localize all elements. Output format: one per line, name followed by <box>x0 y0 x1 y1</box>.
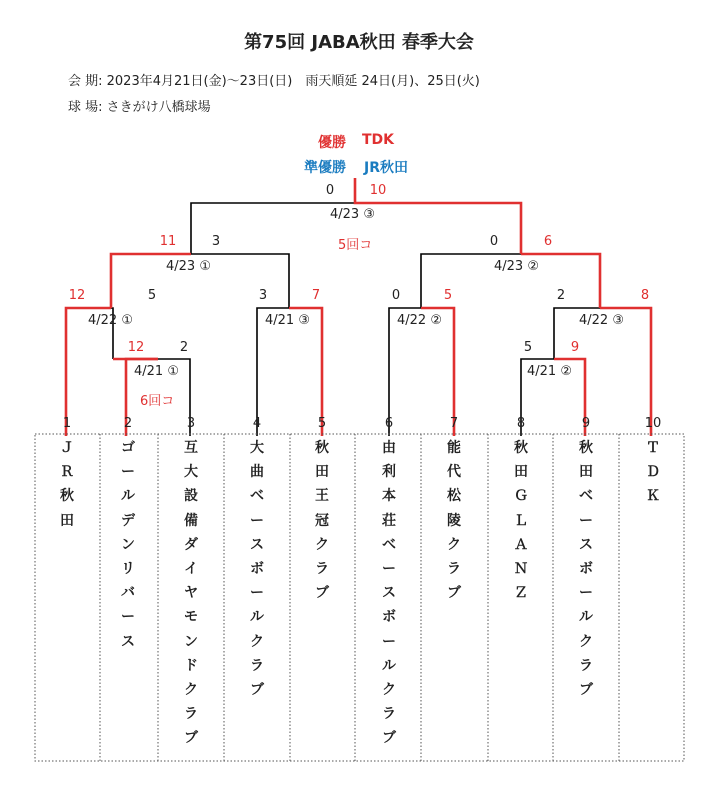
winner-label: 優勝 <box>318 135 346 151</box>
r1a-score-right: 2 <box>179 340 189 355</box>
team-name-char: ラ <box>184 706 198 723</box>
team-name-char: 曲 <box>250 464 264 481</box>
team-name-char: 由 <box>382 440 396 456</box>
team-name-char: ボ <box>382 609 396 626</box>
r1b-score-right: 9 <box>570 340 580 355</box>
team-name-char: ド <box>184 657 198 674</box>
qf3-score-left: 0 <box>391 288 401 303</box>
qf2-score-left: 3 <box>258 288 268 303</box>
team-name-char: ー <box>382 633 396 650</box>
team-name-char: 能 <box>447 440 461 456</box>
final-score-right: 10 <box>369 183 387 198</box>
team-name-char: ク <box>250 633 264 650</box>
final-note: 5回コ <box>338 238 373 253</box>
team-name-char: ブ <box>382 730 396 747</box>
r1b-score-left: 5 <box>523 340 533 355</box>
team-name-cell <box>229 436 285 702</box>
team-name-char: ス <box>382 585 396 602</box>
team-name-cell <box>361 436 417 751</box>
qf4-label: 4/22 ③ <box>579 313 624 328</box>
team-name-char: ス <box>121 633 135 650</box>
r1b-label: 4/21 ② <box>527 364 572 379</box>
team-name-char: ス <box>579 536 593 553</box>
team-name-char: 田 <box>60 512 74 529</box>
semi-left-label: 4/23 ① <box>166 259 211 274</box>
qf1-label: 4/22 ① <box>88 313 133 328</box>
team-name-char: Ｌ <box>514 512 528 529</box>
team-name-cell <box>426 436 482 605</box>
team-name-char: ラ <box>382 706 396 723</box>
team-name-char: 秋 <box>579 440 593 456</box>
team-name-char: ー <box>121 609 135 626</box>
team-name-char: ラ <box>579 657 593 674</box>
qf3-score-right: 5 <box>443 288 453 303</box>
final-label: 4/23 ③ <box>330 207 375 222</box>
team-number: 5 <box>317 416 327 431</box>
team-name-char: ス <box>250 536 264 553</box>
tournament-venue: 球 場: さきがけ八橋球場 <box>68 100 211 115</box>
team-name-char: 本 <box>382 488 396 505</box>
qf4-score-left: 2 <box>556 288 566 303</box>
team-name-char: Ｚ <box>514 585 528 602</box>
team-name-char: ラ <box>315 561 329 578</box>
team-name-char: ベ <box>382 536 396 553</box>
qf1-score-right: 5 <box>147 288 157 303</box>
team-name-char: ー <box>250 585 264 602</box>
semi-left-score-left: 11 <box>159 234 177 249</box>
team-name-char: 大 <box>250 440 264 456</box>
team-name-char: ゴ <box>121 440 135 456</box>
team-name-char: Ｔ <box>646 440 660 456</box>
team-name-char: ー <box>579 512 593 529</box>
team-number: 10 <box>644 416 662 431</box>
team-name-cell <box>39 436 95 533</box>
team-name-char: ボ <box>250 561 264 578</box>
team-name-char: 田 <box>514 464 528 481</box>
team-name-char: ー <box>579 585 593 602</box>
team-name-cell <box>493 436 549 605</box>
team-name-char: ラ <box>447 561 461 578</box>
team-name-char: ル <box>579 609 593 626</box>
final-score-left: 0 <box>325 183 335 198</box>
team-name-char: 大 <box>184 464 198 481</box>
team-name-char: ボ <box>579 561 593 578</box>
team-name-char: 田 <box>315 464 329 481</box>
team-name-char: ク <box>315 536 329 553</box>
team-name-cell <box>625 436 681 509</box>
team-name-char: ル <box>250 609 264 626</box>
team-name-char: ク <box>382 682 396 699</box>
team-name-char: ブ <box>447 585 461 602</box>
team-name-char: ン <box>121 536 135 553</box>
runner-up-label: 準優勝 <box>304 160 346 176</box>
r1a-label: 4/21 ① <box>134 364 179 379</box>
team-name-char: ク <box>184 682 198 699</box>
team-name-char: 互 <box>184 440 198 456</box>
team-number: 8 <box>516 416 526 431</box>
team-name-char: 秋 <box>514 440 528 456</box>
qf4-score-right: 8 <box>640 288 650 303</box>
team-name-char: ー <box>250 512 264 529</box>
team-name-char: 冠 <box>315 512 329 529</box>
team-name-char: Ｄ <box>646 464 660 481</box>
team-name-char: 代 <box>447 464 461 481</box>
team-number: 6 <box>384 416 394 431</box>
team-name-char: ベ <box>250 488 264 505</box>
team-name-char: ブ <box>250 682 264 699</box>
team-number: 4 <box>252 416 262 431</box>
team-number: 7 <box>449 416 459 431</box>
team-name-char: 秋 <box>315 440 329 456</box>
team-name-char: ン <box>184 633 198 650</box>
team-name-char: ル <box>121 488 135 505</box>
semi-right-score-right: 6 <box>543 234 553 249</box>
team-name-char: ブ <box>315 585 329 602</box>
qf2-score-right: 7 <box>311 288 321 303</box>
team-name-char: 王 <box>315 488 329 505</box>
r1a-note: 6回コ <box>140 394 175 409</box>
team-name-char: ル <box>382 657 396 674</box>
team-name-char: ラ <box>250 657 264 674</box>
semi-right-label: 4/23 ② <box>494 259 539 274</box>
team-name-char: Ｇ <box>514 488 528 505</box>
team-name-char: Ｋ <box>646 488 660 505</box>
team-number: 1 <box>62 416 72 431</box>
team-name-cell <box>100 436 156 654</box>
team-name-char: バ <box>121 585 135 602</box>
team-name-char: 陵 <box>447 512 461 529</box>
team-number: 2 <box>123 416 133 431</box>
team-name-char: モ <box>184 609 198 626</box>
team-name-char: ブ <box>579 682 593 699</box>
qf1-score-left: 12 <box>68 288 86 303</box>
team-number: 9 <box>581 416 591 431</box>
team-name-char: 荘 <box>382 512 396 529</box>
winner-name: TDK <box>362 132 395 148</box>
team-name-char: リ <box>121 561 135 578</box>
team-name-char: 備 <box>184 512 198 529</box>
team-name-char: 設 <box>184 488 198 505</box>
semi-left-score-right: 3 <box>211 234 221 249</box>
team-name-char: ベ <box>579 488 593 505</box>
team-name-char: 松 <box>447 488 461 505</box>
team-name-char: Ｒ <box>60 464 74 481</box>
tournament-period: 会 期: 2023年4月21日(金)～23日(日) 雨天順延 24日(月)、25日(火) <box>68 74 480 89</box>
team-name-char: イ <box>184 561 198 578</box>
team-name-char: Ｎ <box>514 561 528 578</box>
team-name-cell <box>294 436 350 605</box>
team-name-char: 秋 <box>60 488 74 505</box>
team-name-char: 利 <box>382 464 396 481</box>
runner-up-name: JR秋田 <box>364 160 408 176</box>
team-name-char: ー <box>121 464 135 481</box>
team-name-char: ク <box>579 633 593 650</box>
semi-right-score-left: 0 <box>489 234 499 249</box>
team-name-cell <box>558 436 614 702</box>
team-name-char: Ｊ <box>60 440 74 456</box>
qf2-label: 4/21 ③ <box>265 313 310 328</box>
team-name-char: 田 <box>579 464 593 481</box>
team-name-char: ブ <box>184 730 198 747</box>
page-title: 第75回 JABA秋田 春季大会 <box>244 32 474 53</box>
team-number: 3 <box>186 416 196 431</box>
team-name-char: ダ <box>184 536 198 553</box>
team-name-char: ー <box>382 561 396 578</box>
team-name-char: Ａ <box>514 536 528 553</box>
r1a-score-left: 12 <box>127 340 145 355</box>
team-name-char: ヤ <box>184 585 198 602</box>
qf3-label: 4/22 ② <box>397 313 442 328</box>
team-name-char: ク <box>447 536 461 553</box>
team-name-char: デ <box>121 512 135 529</box>
team-name-cell <box>163 436 219 751</box>
